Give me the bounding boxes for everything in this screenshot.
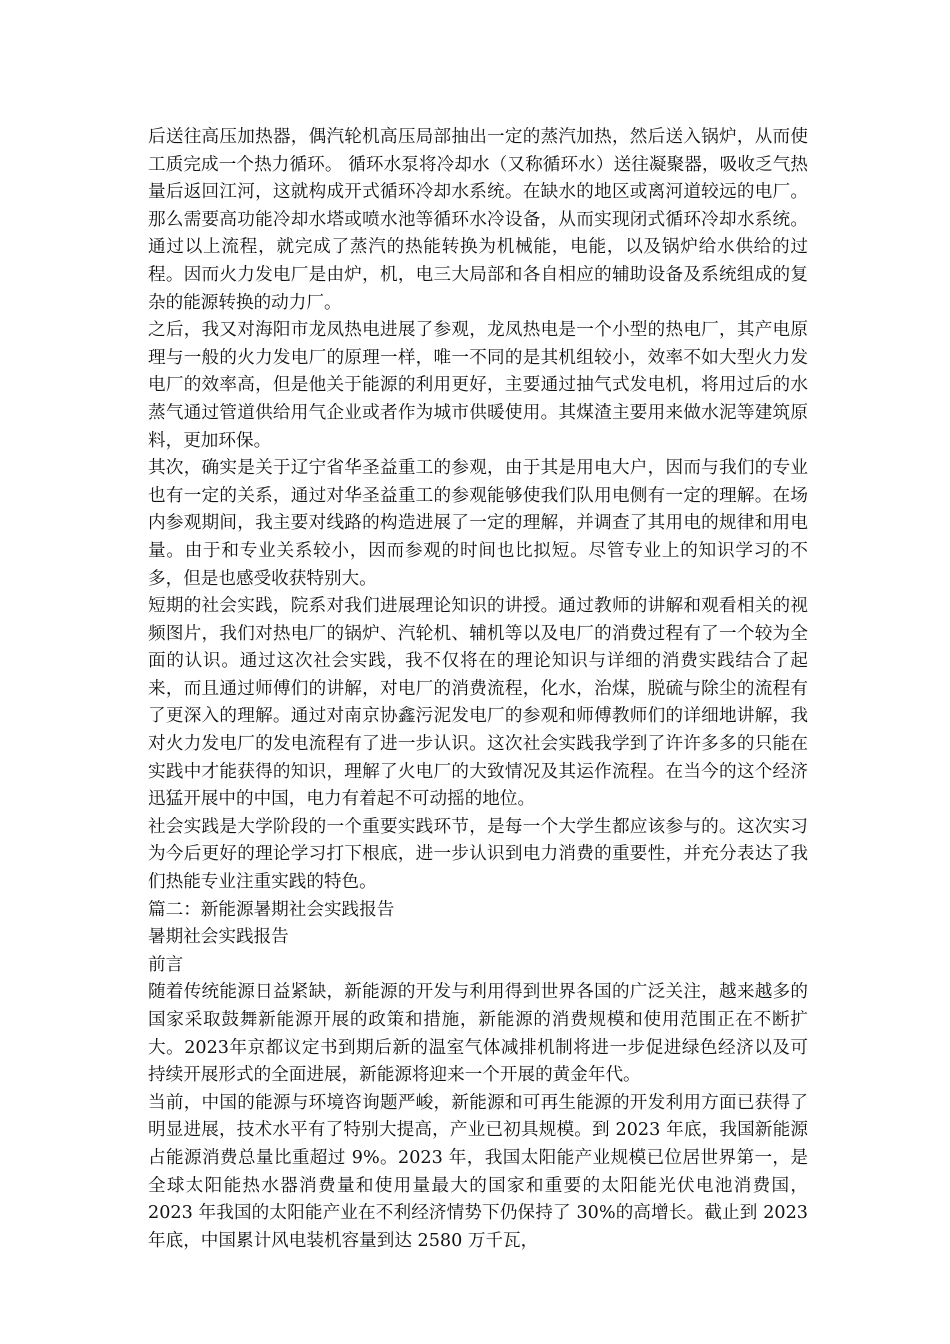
paragraph-new-energy-intro: 随着传统能源日益紧缺，新能源的开发与利用得到世界各国的广泛关注，越来越多的国家采取鼓舞新能源开展的政策和措施，新能源的消费规模和使用范围正在不断扩大。2023年京都议定书到期后新的温室气体减排机制将进一步促进绿色经济以及可持续开展形式的全面进展，新能源将迎来一个开展的黄金年代。 xyxy=(148,982,808,1086)
document-page xyxy=(148,124,808,1255)
report-title: 暑期社会实践报告 xyxy=(148,927,289,948)
paragraph-longfeng-visit: 之后，我又对海阳市龙凤热电进展了参观，龙凤热电是一个小型的热电厂，其产电原理与一般的火力发电厂的原理一样，唯一不同的是其机组较小，效率不如大型火力发电厂的效率高，但是他关于能源的利用更好，主要通过抽气式发电机，将用过后的水蒸气通过管道供给用气企业或者作为城市供暖使用。其煤渣主要用来做水泥等建筑原料，更加环保。 xyxy=(148,320,808,451)
paragraph-practice-importance: 社会实践是大学阶段的一个重要实践环节，是每一个大学生都应该参与的。这次实习为今后更好的理论学习打下根底，进一步认识到电力消费的重要性，并充分表达了我们热能专业注重实践的特色。 xyxy=(148,816,808,893)
paragraph-china-energy-status: 当前，中国的能源与环境咨询题严峻，新能源和可再生能源的开发利用方面已获得了明显进展，技术水平有了特别大提高，产业已初具规模。到 2023 年底，我国新能源占能源消费总量比重超过 9%。2023 年，我国太阳能产业规模已位居世界第一，是全球太阳能热水器消费量和使用量最大的国家和重要的太阳能光伏电池消费国，2023 年我国的太阳能产业在不利经济情势下仍保持了 30%的高增长。截止到 2023 年底，中国累计风电装机容量到达 2580 万千瓦， xyxy=(148,1092,808,1251)
paragraph-power-plant-cycle: 后送往高压加热器，偶汽轮机高压局部抽出一定的蒸汽加热，然后送入锅炉，从而使工质完成一个热力循环。 循环水泵将冷却水（又称循环水）送往凝聚器，吸收乏气热量后返回江河，这就构成开式循环冷却水系统。在缺水的地区或离河道较远的电厂。那么需要高功能冷却水塔或喷水池等循环水冷设备，从而实现闭式循环冷却水系统。 通过以上流程，就完成了蒸汽的热能转换为机械能，电能，以及锅炉给水供给的过程。因而火力发电厂是由炉，机，电三大局部和各自相应的辅助设备及系统组成的复杂的能源转换的动力厂。 xyxy=(148,127,808,313)
section-title: 篇二：新能源暑期社会实践报告 xyxy=(148,899,395,920)
preface-heading: 前言 xyxy=(148,954,184,975)
paragraph-short-term-practice: 短期的社会实践，院系对我们进展理论知识的讲授。通过教师的讲解和观看相关的视频图片，我们对热电厂的锅炉、汽轮机、辅机等以及电厂的消费过程有了一个较为全面的认识。通过这次社会实践，我不仅将在的理论知识与详细的消费实践结合了起来，而且通过师傅们的讲解，对电厂的消费流程，化水，治煤，脱硫与除尘的流程有了更深入的理解。通过对南京协鑫污泥发电厂的参观和师傅教师们的详细地讲解，我对火力发电厂的发电流程有了进一步认识。这次社会实践我学到了许许多多的只能在实践中才能获得的知识，理解了火电厂的大致情况及其运作流程。在当今的这个经济迅猛开展中的中国，电力有着起不可动摇的地位。 xyxy=(148,596,808,810)
paragraph-huashengyi-visit: 其次，确实是关于辽宁省华圣益重工的参观，由于其是用电大户，因而与我们的专业也有一定的关系，通过对华圣益重工的参观能够使我们队用电侧有一定的理解。在场内参观期间，我主要对线路的构造进展了一定的理解，并调查了其用电的规律和用电量。由于和专业关系较小，因而参观的时间也比拟短。尽管专业上的知识学习的不多，但是也感受收获特别大。 xyxy=(148,458,808,589)
